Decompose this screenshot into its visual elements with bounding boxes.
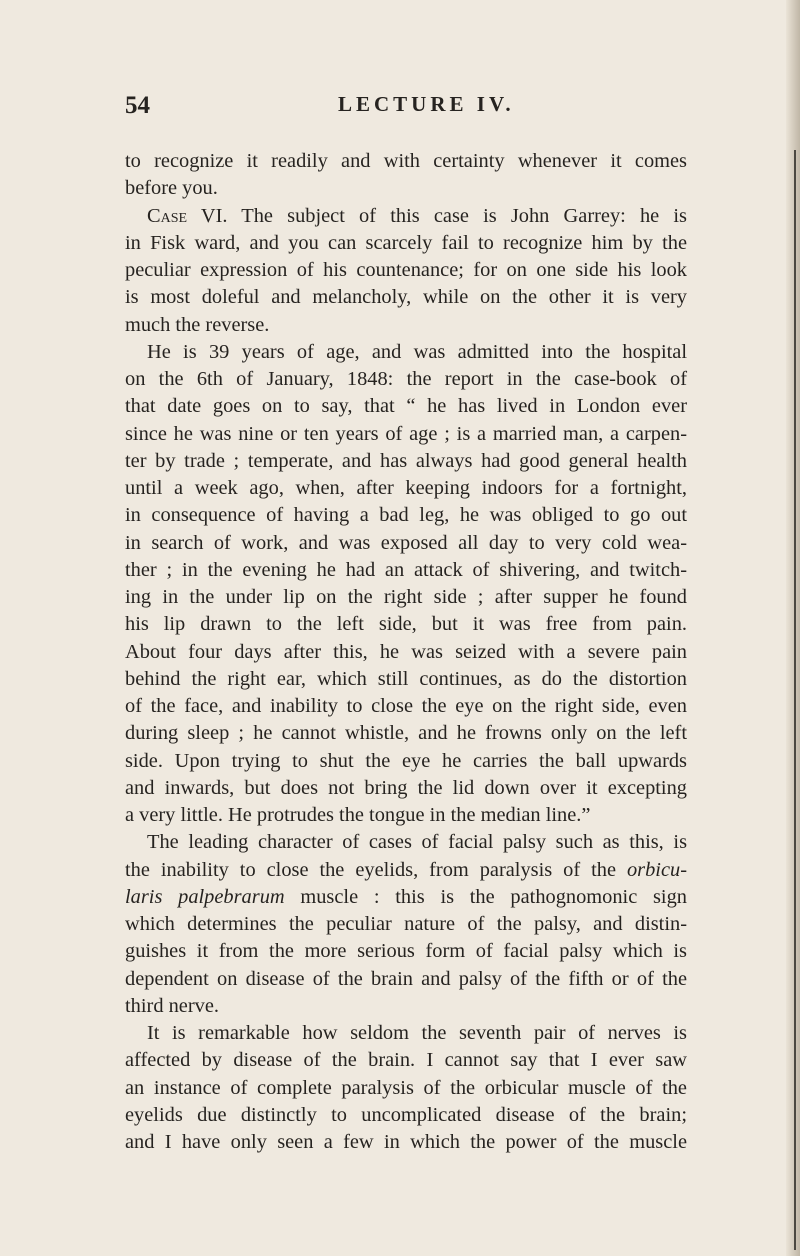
text-line: a very little. He protrudes the tongue in the median line.” — [125, 804, 591, 826]
latin-term: orbicu- — [626, 858, 687, 881]
text-line: guishes it from the more serious form of facial palsy which is — [125, 940, 687, 963]
text-line: dependent on disease of the brain and palsy of the fifth or of the — [125, 967, 687, 990]
text-line: behind the right ear, which still continues, as do the distortion — [125, 667, 687, 690]
text-line: third nerve. — [125, 994, 219, 1017]
text-line: peculiar expression of his countenance; for on one side his look — [125, 259, 687, 281]
latin-term: laris palpebrarum — [125, 885, 285, 908]
running-head — [125, 92, 685, 126]
running-title: LECTURE IV. — [338, 92, 515, 116]
text-line: on the 6th of January, 1848: the report in the case-book of — [125, 368, 687, 390]
text-line: of the face, and inability to close the eye on the right side, even — [125, 695, 687, 717]
text-line: and inwards, but does not bring the lid down over it excepting — [125, 776, 687, 799]
text-line: which determines the peculiar nature of the palsy, and distin- — [125, 913, 687, 935]
text-line: affected by disease of the brain. I cannot say that I ever saw — [125, 1049, 687, 1072]
text-line-with-italic — [125, 857, 687, 884]
page-number: 54 — [125, 92, 150, 119]
text-segment: the inability to close the eyelids, from paralysis of the — [125, 858, 627, 881]
text-line: ing in the under lip on the right side ; after supper he found — [125, 586, 687, 608]
text-line: and I have only seen a few in which the power of the muscle — [125, 1131, 687, 1153]
text-line: an instance of complete paralysis of the orbicular muscle of the — [125, 1076, 687, 1099]
text-line: side. Upon trying to shut the eye he carries the ball upwards — [125, 749, 687, 772]
text-line: It is remarkable how seldom the seventh pair of nerves is — [147, 1022, 687, 1044]
text-line: that date goes on to say, that “ he has lived in London ever — [125, 395, 687, 418]
text-line: during sleep ; he cannot whistle, and he frowns only on the left — [125, 722, 687, 745]
text-line: ther ; in the evening he had an attack of shivering, and twitch- — [125, 558, 687, 581]
text-line: The leading character of cases of facial palsy such as this, is — [147, 831, 687, 854]
text-line-with-italic — [125, 884, 687, 911]
text-line: About four days after this, he was seized with a severe pain — [125, 640, 687, 663]
text-line: before you. — [125, 177, 218, 200]
text-line: is most doleful and melancholy, while on the other it is very — [125, 286, 687, 309]
text-line: his lip drawn to the left side, but it was free from pain. — [125, 613, 687, 636]
case-line-rest: VI. The subject of this case is John Garrey: he is — [187, 204, 687, 227]
body-text — [125, 148, 687, 1156]
text-line: since he was nine or ten years of age ; is a married man, a carpen- — [125, 422, 687, 445]
text-line: He is 39 years of age, and was admitted into the hospital — [147, 340, 687, 363]
text-line: until a week ago, when, after keeping indoors for a fortnight, — [125, 477, 687, 499]
text-line: ter by trade ; temperate, and has always had good general health — [125, 449, 687, 472]
text-line: much the reverse. — [125, 313, 270, 336]
case-label: Case — [147, 204, 188, 227]
page-edge-shadow — [786, 0, 800, 1256]
text-line: in consequence of having a bad leg, he was obliged to go out — [125, 504, 687, 527]
text-segment: muscle : this is the pathognomonic sign — [284, 885, 687, 908]
text-line: in Fisk ward, and you can scarcely fail to recognize him by the — [125, 231, 687, 254]
text-line-case-heading — [125, 203, 687, 230]
text-line: eyelids due distinctly to uncomplicated disease of the brain; — [125, 1103, 687, 1126]
text-line: to recognize it readily and with certainty whenever it comes — [125, 150, 687, 172]
text-line: in search of work, and was exposed all day to very cold wea- — [125, 531, 687, 554]
